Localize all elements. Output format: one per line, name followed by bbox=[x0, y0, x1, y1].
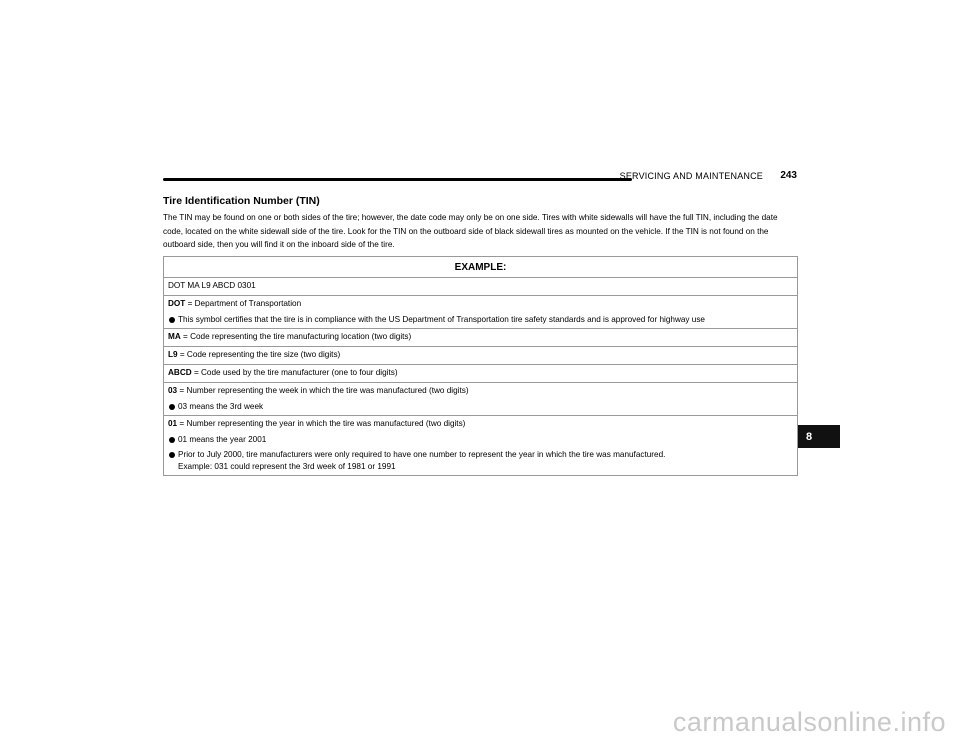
week-definition: = Number representing the week in which the tire was manufactured (two digits) bbox=[179, 386, 469, 395]
bullet-icon bbox=[169, 437, 175, 443]
abcd-row bbox=[164, 365, 797, 383]
dot-definition: = Department of Transportation bbox=[187, 299, 302, 308]
l9-term: L9 bbox=[168, 350, 178, 359]
ma-row bbox=[164, 329, 797, 347]
ma-term: MA bbox=[168, 332, 181, 341]
ma-definition: = Code representing the tire manufacturing location (two digits) bbox=[183, 332, 412, 341]
intro-paragraph: The TIN may be found on one or both sides of the tire; however, the date code may only be on one side. Tires with white sidewalls will have the full TIN, including the date code, located on the white sidewall side of the tire. Look for the TIN on the outboard side of black sidewall tires as mounted on the vehicle. If the TIN is not found on the outboard side, then you will find it on the inboard side of the tire. bbox=[163, 213, 778, 249]
section-title: SERVICING AND MAINTENANCE bbox=[619, 171, 763, 181]
page-number: 243 bbox=[780, 170, 797, 181]
week-term: 03 bbox=[168, 386, 178, 395]
abcd-definition: = Code used by the tire manufacturer (one to four digits) bbox=[193, 368, 398, 377]
abcd-term: ABCD bbox=[168, 368, 192, 377]
list-item: 03 means the 3rd week bbox=[168, 401, 793, 413]
section-heading: Tire Identification Number (TIN) bbox=[163, 195, 320, 207]
dot-term: DOT bbox=[168, 299, 186, 308]
l9-definition: = Code representing the tire size (two digits) bbox=[179, 350, 341, 359]
page-header bbox=[163, 170, 797, 186]
l9-row bbox=[164, 347, 797, 365]
chapter-tab: 8 bbox=[798, 425, 840, 448]
bullet-icon bbox=[169, 317, 175, 323]
watermark: carmanualsonline.info bbox=[672, 707, 946, 737]
dot-row bbox=[164, 296, 797, 329]
example-table bbox=[163, 256, 798, 476]
year-definition: = Number representing the year in which the tire was manufactured (two digits) bbox=[179, 419, 466, 428]
bullet-icon bbox=[169, 452, 175, 458]
week-row bbox=[164, 383, 797, 416]
example-code-row bbox=[164, 278, 797, 296]
list-item: 01 means the year 2001 bbox=[168, 434, 793, 446]
example-heading: EXAMPLE: bbox=[164, 257, 797, 278]
year-term: 01 bbox=[168, 419, 178, 428]
example-code: DOT MA L9 ABCD 0301 bbox=[168, 281, 256, 290]
year-row bbox=[164, 416, 797, 475]
list-item: This symbol certifies that the tire is in compliance with the US Department of Transportation tire safety standards and is approved for highway use bbox=[168, 314, 793, 326]
header-rule bbox=[163, 178, 632, 181]
bullet-icon bbox=[169, 404, 175, 410]
list-item: Prior to July 2000, tire manufacturers were only required to have one number to represent the year in which the tire was manufactured. Example: 031 could represent the 3rd week of 1981 or 1991 bbox=[168, 449, 793, 473]
